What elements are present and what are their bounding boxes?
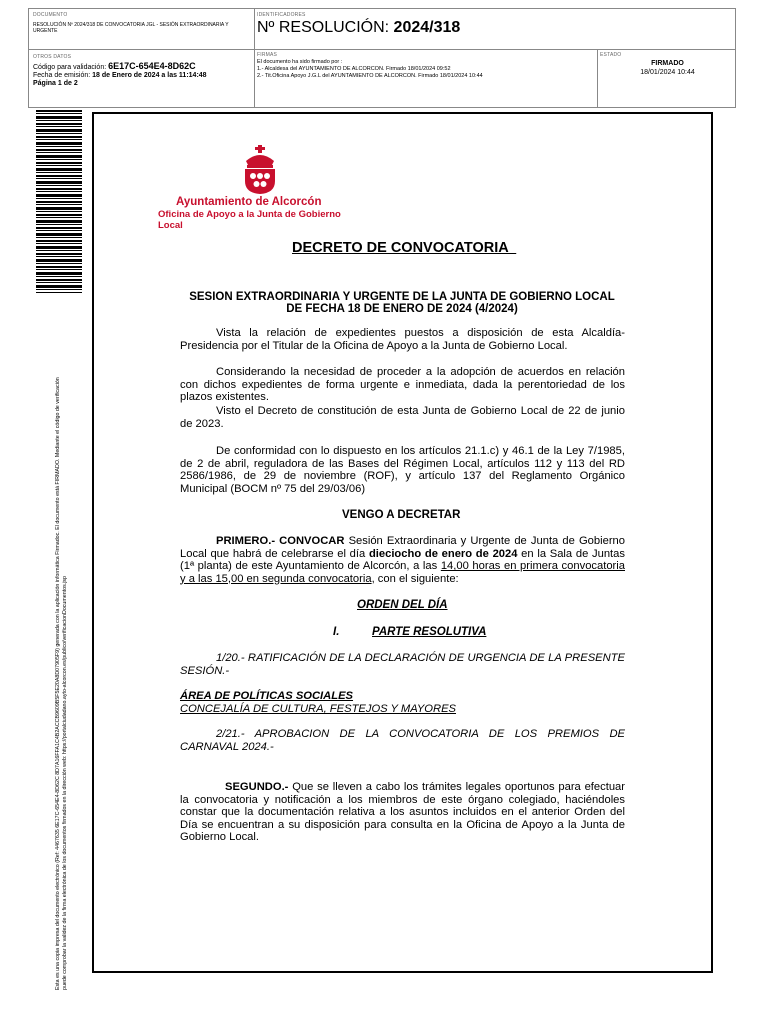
barcode bbox=[36, 110, 82, 293]
paragraph-segundo: SEGUNDO.- Que se lleven a cabo los trámites legales oportunos para efectuar la convocatoria y notificación a los miembros de este órgano colegiado, haciéndoles constar que la documentación relativa a los asuntos incluidos en el anterior Orden del Día se encuentran a su disposición para consulta en la Oficina de Apoyo a la Junta de Gobierno Local. bbox=[180, 781, 625, 843]
parte-resolutiva-heading: PARTE RESOLUTIVA bbox=[372, 626, 487, 638]
identificadores-label: IDENTIFICADORES bbox=[257, 12, 306, 18]
ayuntamiento-logo bbox=[152, 145, 362, 231]
header-divider bbox=[29, 49, 735, 50]
firma-2: 2.- Tit.Oficina Apoyo J.G.L del AYUNTAMIENTO DE ALCORCON. Firmado 18/01/2024 10:44 bbox=[257, 73, 483, 79]
document-title: DECRETO DE CONVOCATORIA bbox=[292, 240, 517, 256]
verification-side-text: Esta es una copia impresa del documento electrónico (Ref: 4467635 6E17C-654E4-8D62C 8D7A16FFA1C4B2ACCB9609B5F5E20A8D07905F9) generada con la aplicación informática Firmadoc. El documento está FIRMADO. Mediante el código de verificación puede comprobar la validez de la firma electrónica de los documentos firmados en la dirección web: https://portalciudadano.ayto-alcorcon.es/publico/verificacionDocumentos.jsp bbox=[55, 377, 68, 990]
coat-of-arms-icon bbox=[238, 145, 282, 195]
firmas-label: FIRMAS bbox=[257, 52, 278, 58]
fecha-emision: 18 de Enero de 2024 a las 11:14:48 bbox=[92, 72, 207, 79]
documento-value: RESOLUCIÓN Nº 2024/318 DE CONVOCATORIA JGL - SESIÓN EXTRAORDINARIA Y URGENTE bbox=[33, 22, 229, 34]
parte-number: I. bbox=[333, 626, 340, 638]
header-divider bbox=[597, 49, 598, 107]
session-subtitle: SESION EXTRAORDINARIA Y URGENTE DE LA JUNTA DE GOBIERNO LOCAL DE FECHA 18 DE ENERO DE 2024 (4/2024) bbox=[189, 291, 615, 315]
codigo-validacion: 6E17C-654E4-8D62C bbox=[108, 61, 196, 71]
agenda-item-1: 1/20.- RATIFICACIÓN DE LA DECLARACIÓN DE URGENCIA DE LA PRESENTE SESIÓN.- bbox=[180, 652, 625, 677]
paragraph-primero: PRIMERO.- CONVOCAR Sesión Extraordinaria y Urgente de Junta de Gobierno Local que habrá de celebrarse el día dieciocho de enero de 2024 en la Sala de Juntas (1ª planta) de este Ayuntamiento de Alcorcón, a las 14,00 horas en primera convocatoria y a las 15,00 en segunda convocatoria, con el siguiente: bbox=[180, 535, 625, 585]
paragraph-conformidad: De conformidad con lo dispuesto en los artículos 21.1.c) y 46.1 de la Ley 7/1985, de 2 de abril, reguladora de las Bases del Régimen Local, artículos 112 y 113 del RD 2586/1986, de 29 de noviembre (ROF), y artículo 137 del Reglamento Orgánico Municipal (BOCM nº 75 del 29/03/06) bbox=[180, 445, 625, 495]
header-divider bbox=[254, 9, 255, 107]
firmas-list: El documento ha sido firmado por : 1.- Alcaldesa del AYUNTAMIENTO DE ALCORCON. Firmado 18/01/2024 09:52 2.- Tit.Oficina Apoyo J.G.L del AYUNTAMIENTO DE ALCORCON. Firmado 18/01/2024 10:44 bbox=[257, 59, 593, 80]
vengo-a-decretar: VENGO A DECRETAR bbox=[342, 509, 461, 521]
page-count: Página 1 de 2 bbox=[33, 80, 78, 87]
firma-1: 1.- Alcaldesa del AYUNTAMIENTO DE ALCORCON. Firmado 18/01/2024 09:52 bbox=[257, 66, 451, 72]
concejalia-heading: CONCEJALÍA DE CULTURA, FESTEJOS Y MAYORES bbox=[180, 703, 457, 715]
estado-value: FIRMADO bbox=[651, 60, 684, 67]
paragraph-visto: Visto el Decreto de constitución de esta Junta de Gobierno Local de 22 de junio de 2023. bbox=[180, 405, 625, 430]
area-heading: ÁREA DE POLÍTICAS SOCIALES bbox=[180, 690, 354, 702]
document-header bbox=[28, 8, 736, 108]
otros-datos-label: OTROS DATOS bbox=[33, 54, 72, 60]
paragraph-considerando: Considerando la necesidad de proceder a la adopción de acuerdos en relación con dichos expedientes de forma urgente e inmediata, dada la perentoriedad de los plazos existentes. bbox=[180, 366, 625, 403]
agenda-item-2: 2/21.- APROBACION DE LA CONVOCATORIA DE LOS PREMIOS DE CARNAVAL 2024.- bbox=[180, 728, 625, 753]
oficina-name: Oficina de Apoyo a la Junta de Gobierno Local bbox=[158, 209, 341, 231]
estado-date: 18/01/2024 10:44 bbox=[640, 69, 695, 76]
estado bbox=[600, 59, 735, 77]
orden-del-dia-heading: ORDEN DEL DÍA bbox=[357, 599, 448, 611]
estado-label: ESTADO bbox=[600, 52, 622, 58]
paragraph-vista: Vista la relación de expedientes puestos a disposición de esta Alcaldía-Presidencia por el Titular de la Oficina de Apoyo a la Junta de Gobierno Local. bbox=[180, 327, 625, 352]
ayuntamiento-name: Ayuntamiento de Alcorcón bbox=[176, 196, 322, 208]
documento-label: DOCUMENTO bbox=[33, 12, 68, 18]
otros-datos: Código para validación: 6E17C-654E4-8D62C Fecha de emisión: 18 de Enero de 2024 a las 11:14:48 Página 1 de 2 bbox=[33, 62, 253, 88]
resolucion-number: Nº RESOLUCIÓN: 2024/318 bbox=[257, 19, 461, 36]
